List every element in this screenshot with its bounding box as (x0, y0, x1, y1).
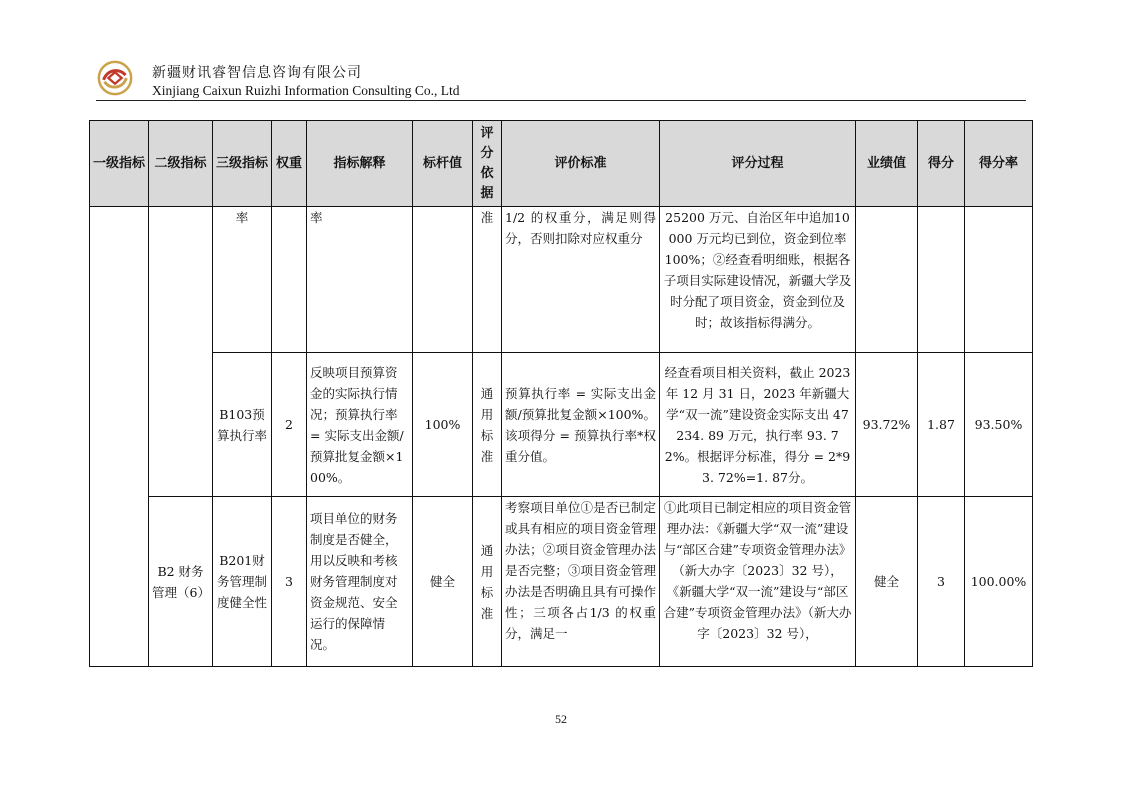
table-cell: 1/2 的权重分，满足则得分，否则扣除对应权重分 (502, 207, 660, 353)
table-cell: 93.50% (965, 353, 1033, 497)
table-header-row (90, 121, 1033, 207)
table-cell: 100% (413, 353, 473, 497)
table-row (90, 497, 1033, 667)
table-cell (918, 207, 965, 353)
table-cell: 通用标准 (473, 497, 502, 667)
header-cell: 得分率 (965, 121, 1033, 207)
header-cell: 标杆值 (413, 121, 473, 207)
table-row (90, 207, 1033, 353)
table-cell: 反映项目预算资金的实际执行情况；预算执行率 = 实际支出金额/预算批复金额×100%。 (307, 353, 413, 497)
table-cell: 93.72% (856, 353, 918, 497)
table-cell (965, 207, 1033, 353)
table-cell: 3 (918, 497, 965, 667)
header-cell: 评分过程 (660, 121, 856, 207)
table-cell: 健全 (413, 497, 473, 667)
table-cell: 2 (272, 353, 307, 497)
header-cell: 权重 (272, 121, 307, 207)
table-cell: 准 (473, 207, 502, 353)
table-cell: B201财务管理制度健全性 (213, 497, 272, 667)
evaluation-table (89, 120, 1033, 667)
table-cell (856, 207, 918, 353)
company-logo (96, 59, 134, 97)
table-cell: 项目单位的财务制度是否健全，用以反映和考核财务管理制度对资金规范、安全运行的保障情况。 (307, 497, 413, 667)
table-row (90, 353, 1033, 497)
table-cell: 健全 (856, 497, 918, 667)
table-cell (149, 207, 213, 497)
table-cell: 25200 万元、自治区年中追加10000 万元均已到位，资金到位率 100%；②经查看明细账，根据各子项目实际建设情况，新疆大学及时分配了项目资金，资金到位及时；故该指标得满分。 (660, 207, 856, 353)
company-name-cn: 新疆财讯睿智信息咨询有限公司 (152, 65, 362, 81)
table-cell (272, 207, 307, 353)
table-cell: 经查看项目相关资料，截止 2023 年 12 月 31 日，2023 年新疆大学“双一流”建设资金实际支出 47234. 89 万元，执行率 93. 72%。根据评分标准，得分 = 2*93. 72%=1. 87分。 (660, 353, 856, 497)
header-cell: 二级指标 (149, 121, 213, 207)
table-cell: 考察项目单位①是否已制定或具有相应的项目资金管理办法；②项目资金管理办法是否完整；③项目资金管理办法是否明确且具有可操作性；三项各占1/3 的权重分，满足一 (502, 497, 660, 667)
header-cell: 三级指标 (213, 121, 272, 207)
table-cell: 率 (307, 207, 413, 353)
table-cell: 100.00% (965, 497, 1033, 667)
table-cell: 3 (272, 497, 307, 667)
table-cell: B103预算执行率 (213, 353, 272, 497)
header-cell: 业绩值 (856, 121, 918, 207)
table-cell: 率 (213, 207, 272, 353)
table-cell: B2 财务管理（6） (149, 497, 213, 667)
table-cell: ①此项目已制定相应的项目资金管理办法：《新疆大学“双一流”建设与“部区合建”专项资金管理办法》（新大办字〔2023〕32 号），《新疆大学“双一流”建设与“部区合建”专项资金管理办法》（新大办字〔2023〕32 号）， (660, 497, 856, 667)
company-name-en: Xinjiang Caixun Ruizhi Information Consulting Co., Ltd (152, 83, 460, 98)
header-cell: 一级指标 (90, 121, 149, 207)
page-number: 52 (555, 712, 567, 726)
header-cell: 评分依据 (473, 121, 502, 207)
table-cell (90, 207, 149, 667)
header-cell: 指标解释 (307, 121, 413, 207)
header-divider (96, 100, 1026, 101)
header-cell: 得分 (918, 121, 965, 207)
table-cell: 预算执行率 = 实际支出金额/预算批复金额×100%。该项得分 = 预算执行率*权重分值。 (502, 353, 660, 497)
table-cell: 通用标准 (473, 353, 502, 497)
header-cell: 评价标准 (502, 121, 660, 207)
table-cell: 1.87 (918, 353, 965, 497)
table-cell (413, 207, 473, 353)
